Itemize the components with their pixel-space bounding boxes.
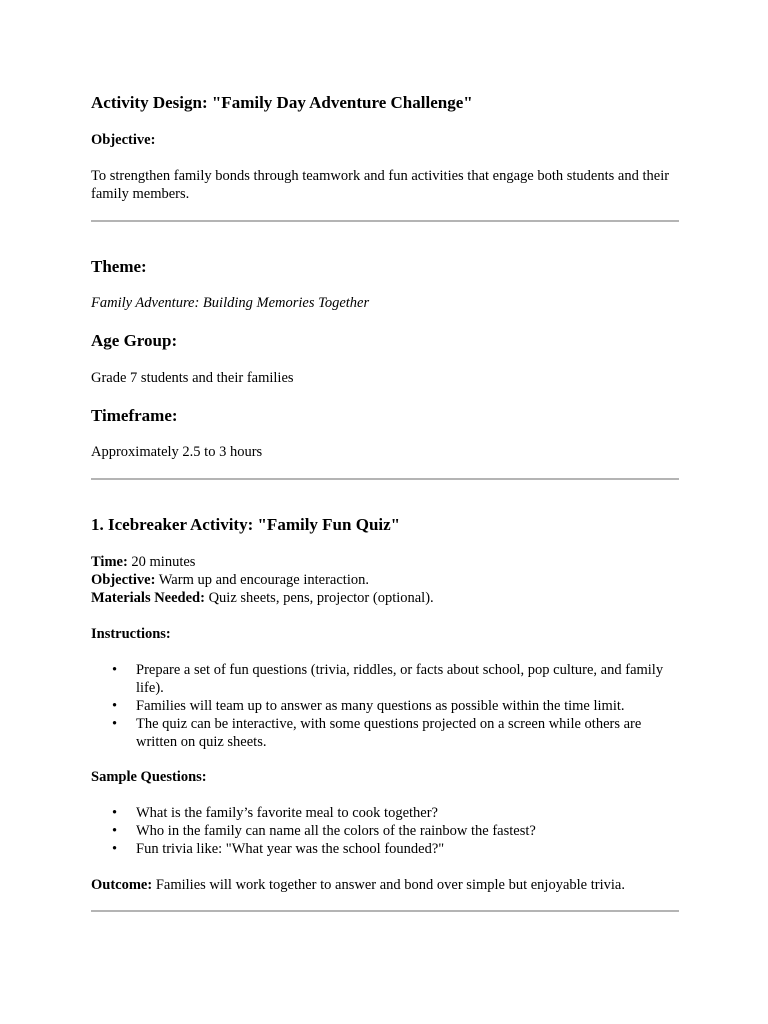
- bullet-icon: •: [112, 662, 118, 678]
- section-divider: [91, 478, 679, 480]
- materials-value: Quiz sheets, pens, projector (optional).: [204, 590, 434, 606]
- timeframe-text: Approximately 2.5 to 3 hours: [91, 444, 263, 460]
- list-item: [91, 804, 679, 822]
- objective-label: Objective:: [91, 132, 156, 148]
- outcome-line: [91, 876, 679, 894]
- bullet-icon: •: [112, 841, 118, 857]
- list-item-text: What is the family’s favorite meal to cook together?: [136, 805, 438, 821]
- theme-text: Family Adventure: Building Memories Together: [91, 295, 370, 311]
- list-item-text: Who in the family can name all the colors of the rainbow the fastest?: [136, 823, 536, 839]
- list-item-text: The quiz can be interactive, with some questions projected on a screen while others are written on quiz sheets.: [136, 716, 642, 750]
- list-item: [91, 697, 679, 715]
- bullet-icon: •: [112, 805, 118, 821]
- list-item: [91, 661, 679, 697]
- list-item-text: Fun trivia like: "What year was the school founded?": [136, 841, 445, 857]
- theme-heading: Theme:: [91, 257, 147, 276]
- timeframe-heading: Timeframe:: [91, 406, 178, 425]
- bullet-icon: •: [112, 716, 118, 732]
- outcome-label: Outcome:: [91, 877, 153, 893]
- list-item: [91, 840, 679, 858]
- objective-text: To strengthen family bonds through teamwork and fun activities that engage both students and their family members.: [91, 168, 670, 202]
- sample-questions-list: [91, 804, 679, 858]
- materials-line: [91, 589, 679, 607]
- sample-questions-label: Sample Questions:: [91, 769, 207, 785]
- bullet-icon: •: [112, 823, 118, 839]
- time-value: 20 minutes: [127, 554, 196, 570]
- bullet-icon: •: [112, 698, 118, 714]
- list-item-text: Families will team up to answer as many questions as possible within the time limit.: [136, 698, 625, 714]
- icebreaker-heading: 1. Icebreaker Activity: "Family Fun Quiz": [91, 515, 401, 534]
- section-divider: [91, 220, 679, 222]
- document-title: Activity Design: "Family Day Adventure Challenge": [91, 93, 473, 112]
- time-line: [91, 553, 679, 571]
- materials-label: Materials Needed:: [91, 590, 205, 606]
- objective-line: [91, 571, 679, 589]
- instructions-label: Instructions:: [91, 626, 171, 642]
- list-item-text: Prepare a set of fun questions (trivia, riddles, or facts about school, pop culture, and family life).: [136, 662, 664, 696]
- list-item: [91, 715, 679, 751]
- list-item: [91, 822, 679, 840]
- outcome-value: Families will work together to answer and bond over simple but enjoyable trivia.: [152, 877, 625, 893]
- age-group-text: Grade 7 students and their families: [91, 370, 294, 386]
- instructions-list: [91, 661, 679, 751]
- activity-objective-label: Objective:: [91, 572, 156, 588]
- activity-objective-value: Warm up and encourage interaction.: [155, 572, 369, 588]
- section-divider: [91, 910, 679, 912]
- time-label: Time:: [91, 554, 128, 570]
- age-group-heading: Age Group:: [91, 331, 178, 350]
